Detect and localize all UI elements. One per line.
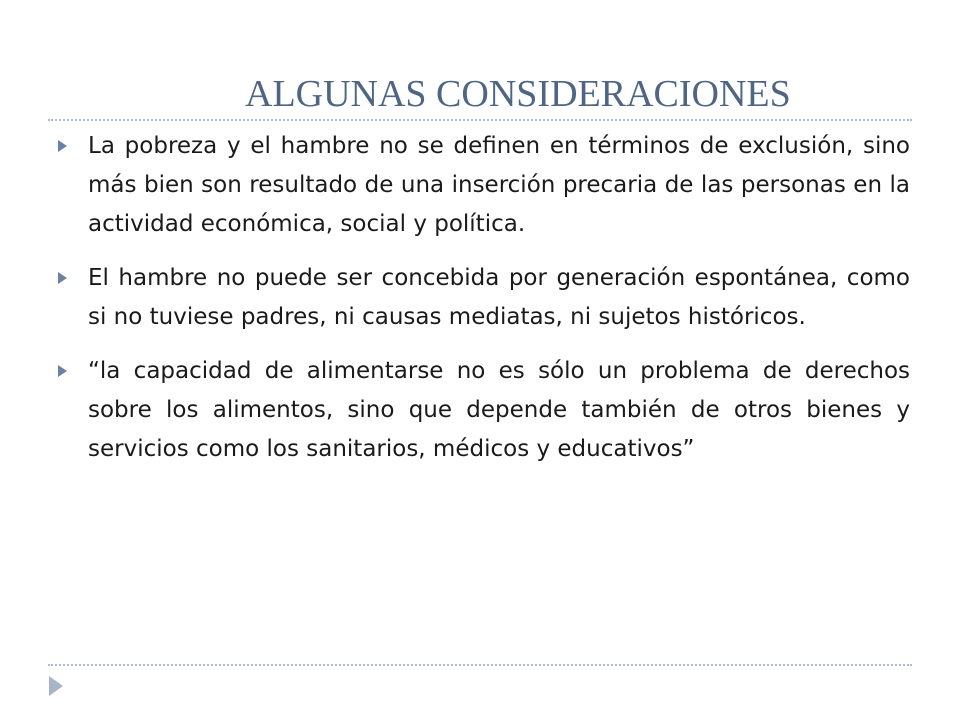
bullet-item xyxy=(58,259,910,337)
bullet-item xyxy=(58,127,910,244)
bullet-text: “la capacidad de alimentarse no es sólo un problema de derechos sobre los alimentos, sino que depende también de otros bienes y servicios como los sanitarios, médicos y educativos” xyxy=(88,358,910,462)
slide-title: ALGUNAS CONSIDERACIONES xyxy=(245,73,791,115)
bullet-text: La pobreza y el hambre no se definen en términos de exclusión, sino más bien son resultado de una inserción precaria de las personas en la actividad económica, social y política. xyxy=(88,133,910,237)
bullet-item xyxy=(58,352,910,469)
footer-arrow-icon xyxy=(49,676,63,696)
title-divider xyxy=(48,119,912,121)
footer-divider xyxy=(48,664,912,666)
bullet-arrow-icon xyxy=(58,140,67,152)
bullet-arrow-icon xyxy=(58,272,67,284)
bullet-list xyxy=(58,127,910,484)
bullet-text: El hambre no puede ser concebida por generación espontánea, como si no tuviese padres, ni causas mediatas, ni sujetos históricos. xyxy=(88,265,910,330)
bullet-arrow-icon xyxy=(58,365,67,377)
